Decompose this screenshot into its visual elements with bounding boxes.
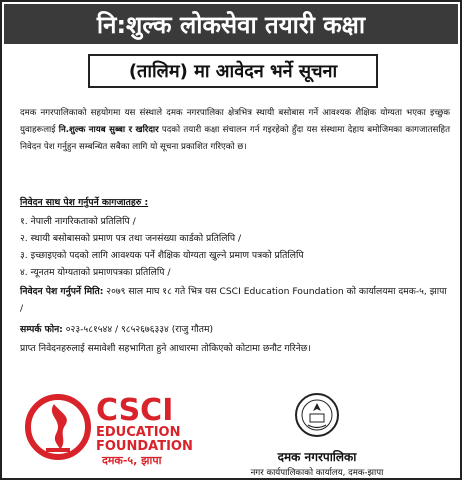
list-item: ४. न्यूनतम योग्यताको प्रमाणपत्रका प्रतिलिपि / (20, 267, 171, 278)
notice-title: नि:शुल्क लोकसेवा तयारी कक्षा (96, 10, 366, 39)
logo-line-2: FOUNDATION (96, 439, 193, 454)
municipality-office: नगर कार्यपालिकाको कार्यालय, दमक-झापा (250, 468, 384, 478)
title-banner (4, 4, 458, 44)
logo-line-1: EDUCATION (96, 425, 181, 440)
intro-part-2: पदको तयारी कक्षा संचालन गर्न गइरहेको हुँदा यस संस्थामा देहाय बमोजिमका कागजातसहित निवेदन पेश गर्नुहुन सम्बन्धित सबैका लागि यो सूचना प्रकाशित गरिएको छ। (20, 125, 451, 152)
municipality-name: दमक नगरपालिका (277, 450, 357, 464)
flame-icon (52, 404, 67, 450)
documents-list (20, 213, 450, 281)
list-item: १. नेपाली नागरिकताको प्रतिलिपि / (20, 216, 136, 227)
logo-location: दमक-५, झापा (102, 454, 162, 467)
logo-name: CSCI (96, 393, 174, 428)
documents-heading: निवेदन साथ पेश गर्नुपर्ने कागजातहरु : (20, 197, 149, 208)
notice-subtitle: (तालिम) मा आवेदन भर्ने सूचना (128, 61, 338, 82)
deadline-line (20, 283, 450, 317)
contact-text: ०२३-५८१५४४ / ९८५२६७६३३४ (राजु गौतम) (62, 324, 214, 335)
selection-note: प्राप्त निवेदनहरुलाई समावेशी सहभागिता हुने आधारमा तोकिएको कोटामा छनौट गरिनेछ। (20, 343, 311, 354)
intro-highlight: नि.शुल्क नायब सुब्बा र खरिदार (58, 125, 159, 135)
contact-label: सम्पर्क फोन: (20, 324, 63, 335)
csci-logo (24, 386, 204, 468)
list-item: २. स्थायी बसोबासको प्रमाण पत्र तथा जनसंख्या कार्डको प्रतिलिपि / (20, 233, 242, 244)
contact-line (20, 322, 213, 335)
municipality-seal (294, 392, 340, 438)
logo-base (46, 448, 70, 452)
intro-paragraph (20, 105, 450, 156)
subtitle-box (88, 54, 378, 88)
list-item: ३. इच्छाइएको पदको लागि आवश्यक पर्ने शैक्षिक योग्यता खुल्ने प्रमाण पत्रको प्रतिलिपि (20, 250, 304, 261)
intro-part-1: दमक नगरपालिकाको सहयोगमा यस संस्थाले दमक नगरपालिका क्षेत्रभित्र स्थायी बसोबास गर्ने आवश्यक शैक्षिक योग्यता भएका इच्छुक युवाहरूलाई (20, 108, 450, 135)
deadline-label: निवेदन पेश गर्नुपर्ने मिति: (20, 286, 104, 297)
deadline-text: २०७९ साल माघ १८ गते भित्र यस CSCI Education Foundation को कार्यालयमा दमक-५, झापा / (20, 286, 447, 314)
